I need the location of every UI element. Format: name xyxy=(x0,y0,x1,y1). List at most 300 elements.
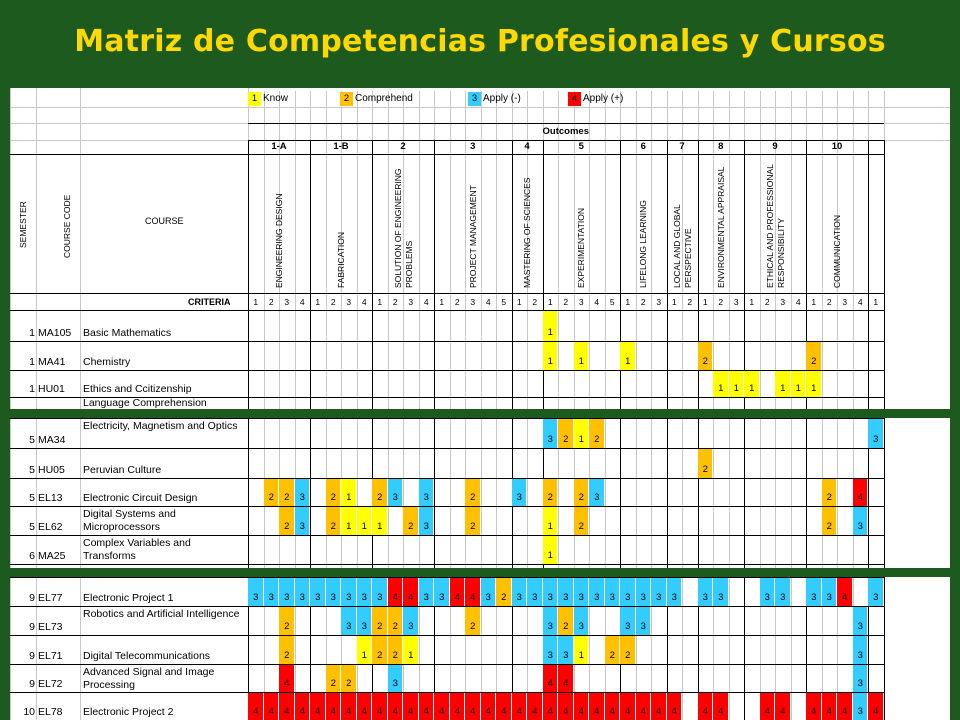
cell-value: 4 xyxy=(594,706,600,717)
cell-value: 2 xyxy=(330,678,336,689)
cell-value: 1 xyxy=(361,521,367,532)
cell-value: 4 xyxy=(842,706,848,717)
group-border xyxy=(806,140,807,720)
cell-value: 4 xyxy=(609,706,615,717)
semester-cell: 1 xyxy=(29,327,35,339)
cell-value: 3 xyxy=(330,592,336,603)
criteria-number: 1 xyxy=(377,297,383,307)
criteria-number: 3 xyxy=(408,297,414,307)
row-border xyxy=(10,564,884,565)
cell-value: 3 xyxy=(625,621,631,632)
grid-line-v xyxy=(760,91,761,720)
cell-value: 3 xyxy=(594,592,600,603)
group-title: SOLUTION OF ENGINEERING xyxy=(393,168,403,288)
cell-value: 3 xyxy=(284,592,290,603)
cell-value: 4 xyxy=(578,706,584,717)
semester-cell: 1 xyxy=(29,356,35,368)
course-name-cell: Electricity, Magnetism and Optics xyxy=(83,420,238,432)
group-title: PROBLEMS xyxy=(404,240,414,288)
course-name-cell: Chemistry xyxy=(83,356,131,368)
row-border xyxy=(10,577,884,578)
cell-value: 4 xyxy=(532,706,538,717)
criteria-number: 3 xyxy=(578,297,584,307)
cell-value: 4 xyxy=(826,706,832,717)
group-label-3: 3 xyxy=(470,141,476,152)
cell-value: 3 xyxy=(299,592,305,603)
outcomes-header: Outcomes xyxy=(542,126,589,137)
group-label-1-B: 1-B xyxy=(333,141,349,152)
cell-value: 3 xyxy=(346,621,352,632)
cell-value: 3 xyxy=(625,592,631,603)
row-border xyxy=(10,664,884,665)
legend-number-4: 4 xyxy=(571,93,578,104)
grid-line-v xyxy=(481,91,482,720)
cell-value: 4 xyxy=(454,706,460,717)
row-border xyxy=(10,478,884,479)
cell-value: 3 xyxy=(563,650,569,661)
cell-value: 1 xyxy=(547,521,553,532)
cell-value: 3 xyxy=(609,592,615,603)
semester-header: SEMESTER xyxy=(18,201,28,248)
cell-value: 4 xyxy=(547,706,553,717)
grid-line-v xyxy=(589,91,590,720)
criteria-number: 2 xyxy=(563,297,569,307)
group-title: LOCAL AND GLOBAL xyxy=(672,204,682,288)
criteria-header: CRITERIA xyxy=(188,297,231,307)
group-border xyxy=(248,140,249,720)
legend-number-2: 2 xyxy=(343,93,350,104)
group-border xyxy=(512,140,513,720)
cell-value: 2 xyxy=(470,492,476,503)
course-code-cell: MA25 xyxy=(38,550,66,562)
cell-value: 2 xyxy=(377,492,383,503)
course-name-cell: Electronic Project 2 xyxy=(83,706,174,718)
cell-value: 3 xyxy=(547,434,553,445)
cell-value: 4 xyxy=(470,706,476,717)
cell-value: 3 xyxy=(485,592,491,603)
group-title: ETHICAL AND PROFESSIONAL xyxy=(765,164,775,288)
course-name-cell: Electronic Project 1 xyxy=(83,592,174,604)
grid-line-v xyxy=(713,91,714,720)
cell-value: 1 xyxy=(346,492,352,503)
cell-value: 4 xyxy=(454,592,460,603)
cell-value: 2 xyxy=(547,492,553,503)
cell-value: 3 xyxy=(578,592,584,603)
grid-line-v xyxy=(295,91,296,720)
criteria-number: 1 xyxy=(873,297,879,307)
criteria-number: 1 xyxy=(547,297,553,307)
cell-value: 3 xyxy=(811,592,817,603)
cell-value: 4 xyxy=(315,706,321,717)
cell-value: 1 xyxy=(780,383,786,394)
cell-value: 4 xyxy=(718,706,724,717)
semester-cell: 5 xyxy=(29,434,35,446)
cell-value: 1 xyxy=(361,650,367,661)
cell-value: 1 xyxy=(547,356,553,367)
cell-value: 2 xyxy=(811,356,817,367)
grid-line-v xyxy=(729,91,730,720)
cell-value: 3 xyxy=(516,492,522,503)
legend-label-1: Know xyxy=(263,93,289,104)
cell-value: 3 xyxy=(315,592,321,603)
cell-value: 4 xyxy=(392,592,398,603)
semester-cell: 10 xyxy=(23,706,35,718)
cell-value: 4 xyxy=(501,706,507,717)
group-border xyxy=(744,140,745,720)
cell-value: 3 xyxy=(547,650,553,661)
cell-value: 4 xyxy=(408,706,414,717)
cell-value: 3 xyxy=(873,434,879,445)
cell-value: 3 xyxy=(408,621,414,632)
grid-line-v xyxy=(264,91,265,720)
cell-value: 4 xyxy=(284,678,290,689)
cell-value: 4 xyxy=(268,706,274,717)
cell-value: 4 xyxy=(346,706,352,717)
cell-value: 3 xyxy=(547,592,553,603)
cell-value: 3 xyxy=(640,621,646,632)
criteria-number: 3 xyxy=(470,297,476,307)
cell-value: 4 xyxy=(470,592,476,603)
cell-value: 4 xyxy=(563,706,569,717)
criteria-number: 3 xyxy=(733,297,739,307)
criteria-number: 3 xyxy=(656,297,662,307)
cell-value: 4 xyxy=(764,706,770,717)
group-label-4: 4 xyxy=(524,141,530,152)
criteria-number: 1 xyxy=(749,297,755,307)
criteria-number: 3 xyxy=(346,297,352,307)
group-title: FABRICATION xyxy=(336,231,346,288)
cell-value: 2 xyxy=(578,492,584,503)
legend-label-4: Apply (+) xyxy=(583,93,624,104)
criteria-number: 1 xyxy=(315,297,321,307)
criteria-number: 5 xyxy=(501,297,507,307)
grid-line-v xyxy=(80,88,81,720)
criteria-number: 2 xyxy=(640,297,646,307)
semester-cell: 5 xyxy=(29,464,35,476)
criteria-number: 2 xyxy=(268,297,274,307)
grid-line-v xyxy=(450,91,451,720)
row-border xyxy=(10,341,884,342)
group-title: PERSPECTIVE xyxy=(683,228,693,288)
cell-value: 2 xyxy=(408,521,414,532)
grid-line-v xyxy=(605,91,606,720)
cell-value: 1 xyxy=(408,650,414,661)
course-code-cell: EL73 xyxy=(38,621,63,633)
grid-line-v xyxy=(791,91,792,720)
cell-value: 2 xyxy=(702,356,708,367)
grid-line-v xyxy=(496,91,497,720)
header-border xyxy=(248,154,884,155)
cell-value: 4 xyxy=(377,706,383,717)
semester-cell: 9 xyxy=(29,650,35,662)
criteria-number: 4 xyxy=(485,297,491,307)
grid-line-v xyxy=(419,91,420,720)
cell-value: 3 xyxy=(671,592,677,603)
cell-value: 2 xyxy=(330,521,336,532)
course-code-cell: HU05 xyxy=(38,464,65,476)
cell-value: 4 xyxy=(811,706,817,717)
criteria-number: 2 xyxy=(392,297,398,307)
legend-label-2: Comprehend xyxy=(355,93,413,104)
course-code-cell: MA41 xyxy=(38,356,66,368)
cell-value: 2 xyxy=(346,678,352,689)
cell-value: 4 xyxy=(671,706,677,717)
cell-value: 3 xyxy=(826,592,832,603)
cell-value: 4 xyxy=(485,706,491,717)
course-code-cell: EL77 xyxy=(38,592,63,604)
group-title: EXPERIMENTATION xyxy=(576,208,587,288)
cell-value: 1 xyxy=(547,550,553,561)
cell-value: 3 xyxy=(423,492,429,503)
competency-matrix xyxy=(10,88,950,720)
criteria-number: 2 xyxy=(687,297,693,307)
course-code-cell: MA34 xyxy=(38,434,66,446)
cell-value: 3 xyxy=(702,592,708,603)
semester-cell: 5 xyxy=(29,492,35,504)
cell-value: 2 xyxy=(284,650,290,661)
grid-line-v xyxy=(682,91,683,720)
cell-value: 3 xyxy=(718,592,724,603)
group-title: ENGINEERING DESIGN xyxy=(274,193,284,288)
cell-value: 4 xyxy=(439,706,445,717)
criteria-number: 1 xyxy=(811,297,817,307)
criteria-number: 4 xyxy=(423,297,429,307)
cell-value: 4 xyxy=(361,706,367,717)
cell-value: 3 xyxy=(392,678,398,689)
cell-value: 3 xyxy=(857,521,863,532)
cell-value: 4 xyxy=(702,706,708,717)
cell-value: 3 xyxy=(764,592,770,603)
cell-value: 3 xyxy=(873,592,879,603)
header-border xyxy=(10,154,248,155)
criteria-number: 3 xyxy=(842,297,848,307)
cell-value: 1 xyxy=(578,650,584,661)
cell-value: 1 xyxy=(377,521,383,532)
cell-value: 2 xyxy=(826,521,832,532)
criteria-number: 2 xyxy=(826,297,832,307)
course-header: COURSE xyxy=(145,216,184,226)
cell-value: 2 xyxy=(377,621,383,632)
criteria-number: 2 xyxy=(718,297,724,307)
cell-value: 3 xyxy=(361,592,367,603)
cell-value: 3 xyxy=(780,592,786,603)
cell-value: 3 xyxy=(253,592,259,603)
cell-value: 3 xyxy=(594,492,600,503)
section-separator xyxy=(10,568,950,577)
course-name-cell: Peruvian Culture xyxy=(83,464,162,476)
cell-value: 3 xyxy=(563,592,569,603)
cell-value: 4 xyxy=(625,706,631,717)
cell-value: 2 xyxy=(284,492,290,503)
course-name-cell: Digital Telecommunications xyxy=(83,650,211,662)
row-border xyxy=(10,506,884,507)
cell-value: 4 xyxy=(330,706,336,717)
course-name-cell: Advanced Signal and Image Processing xyxy=(83,666,215,691)
criteria-number: 2 xyxy=(532,297,538,307)
criteria-number: 2 xyxy=(330,297,336,307)
cell-value: 2 xyxy=(594,434,600,445)
cell-value: 2 xyxy=(268,492,274,503)
grid-line-v xyxy=(837,91,838,720)
cell-value: 4 xyxy=(423,706,429,717)
course-name-cell: Ethics and Ccitizenship xyxy=(83,383,192,395)
cell-value: 3 xyxy=(516,592,522,603)
criteria-number: 4 xyxy=(594,297,600,307)
cell-value: 3 xyxy=(857,650,863,661)
cell-value: 4 xyxy=(563,678,569,689)
course-code-cell: EL13 xyxy=(38,492,63,504)
group-label-8: 8 xyxy=(718,141,724,152)
cell-value: 2 xyxy=(826,492,832,503)
cell-value: 3 xyxy=(857,706,863,717)
criteria-number: 5 xyxy=(609,297,615,307)
cell-value: 1 xyxy=(625,356,631,367)
criteria-number: 1 xyxy=(702,297,708,307)
cell-value: 3 xyxy=(392,492,398,503)
grid-line-v xyxy=(36,88,37,720)
cell-value: 4 xyxy=(299,706,305,717)
cell-value: 4 xyxy=(842,592,848,603)
criteria-number: 1 xyxy=(253,297,259,307)
criteria-number: 1 xyxy=(516,297,522,307)
cell-value: 3 xyxy=(346,592,352,603)
cell-value: 1 xyxy=(749,383,755,394)
cell-value: 3 xyxy=(532,592,538,603)
cell-value: 4 xyxy=(392,706,398,717)
cell-value: 4 xyxy=(873,706,879,717)
group-border xyxy=(667,140,668,720)
criteria-number: 4 xyxy=(299,297,305,307)
semester-cell: 9 xyxy=(29,592,35,604)
cell-value: 3 xyxy=(547,621,553,632)
header-border xyxy=(10,293,884,294)
cell-value: 1 xyxy=(547,327,553,338)
group-label-9: 9 xyxy=(772,141,778,152)
semester-cell: 1 xyxy=(29,383,35,395)
group-label-10: 10 xyxy=(831,141,843,152)
row-border xyxy=(10,448,884,449)
cell-value: 2 xyxy=(625,650,631,661)
cell-value: 3 xyxy=(656,592,662,603)
cell-value: 4 xyxy=(408,592,414,603)
semester-cell: 9 xyxy=(29,621,35,633)
cell-value: 3 xyxy=(268,592,274,603)
legend-number-1: 1 xyxy=(251,93,258,104)
criteria-number: 3 xyxy=(284,297,290,307)
grid-line-h xyxy=(10,107,950,108)
cell-value: 2 xyxy=(470,621,476,632)
cell-value: 2 xyxy=(702,464,708,475)
cell-value: 2 xyxy=(563,621,569,632)
criteria-number: 4 xyxy=(795,297,801,307)
cell-value: 3 xyxy=(299,492,305,503)
cell-value: 2 xyxy=(563,434,569,445)
group-border xyxy=(698,140,699,720)
course-name-cell: Basic Mathematics xyxy=(83,327,172,339)
cell-value: 4 xyxy=(253,706,259,717)
cell-value: 2 xyxy=(284,521,290,532)
cell-value: 1 xyxy=(795,383,801,394)
cell-value: 4 xyxy=(656,706,662,717)
semester-cell: 9 xyxy=(29,678,35,690)
cell-value: 2 xyxy=(392,621,398,632)
course-code-cell: HU01 xyxy=(38,383,65,395)
course-code-cell: EL71 xyxy=(38,650,63,662)
cell-value: 1 xyxy=(733,383,739,394)
cell-value: 4 xyxy=(780,706,786,717)
cell-value: 3 xyxy=(377,592,383,603)
course-code-header: COURSE CODE xyxy=(62,194,72,258)
cell-value: 1 xyxy=(578,356,584,367)
header-border xyxy=(10,310,884,311)
criteria-number: 4 xyxy=(361,297,367,307)
group-border xyxy=(884,140,885,720)
cell-value: 3 xyxy=(439,592,445,603)
criteria-number: 2 xyxy=(764,297,770,307)
criteria-number: 4 xyxy=(857,297,863,307)
cell-value: 3 xyxy=(361,621,367,632)
cell-value: 1 xyxy=(346,521,352,532)
row-border xyxy=(10,606,884,607)
slide-title: Matriz de Competencias Profesionales y Cursos xyxy=(74,24,886,59)
row-border xyxy=(10,535,884,536)
criteria-number: 3 xyxy=(780,297,786,307)
group-title: RESPONSIBILITY xyxy=(776,218,786,288)
cell-value: 3 xyxy=(423,592,429,603)
legend-number-3: 3 xyxy=(471,93,478,104)
course-name-cell: Language Comprehension xyxy=(83,397,207,409)
group-label-6: 6 xyxy=(640,141,646,152)
course-code-cell: EL78 xyxy=(38,706,63,718)
cell-value: 4 xyxy=(857,492,863,503)
cell-value: 2 xyxy=(392,650,398,661)
criteria-number: 2 xyxy=(454,297,460,307)
group-border xyxy=(434,140,435,720)
cell-value: 2 xyxy=(470,521,476,532)
group-title: PROJECT MANAGEMENT xyxy=(467,185,478,288)
group-title: MASTERING OF SCIENCES xyxy=(522,177,532,288)
cell-value: 3 xyxy=(423,521,429,532)
cell-value: 4 xyxy=(516,706,522,717)
grid-line-v xyxy=(775,91,776,720)
grid-line-v xyxy=(822,91,823,720)
row-border xyxy=(10,418,884,419)
criteria-number: 1 xyxy=(439,297,445,307)
row-border xyxy=(10,635,884,636)
cell-value: 2 xyxy=(501,592,507,603)
grid-line-v xyxy=(326,91,327,720)
group-title: COMMUNICATION xyxy=(832,214,842,288)
cell-value: 3 xyxy=(857,621,863,632)
course-code-cell: EL72 xyxy=(38,678,63,690)
course-name-cell: Digital Systems and Microprocessors xyxy=(83,508,176,533)
cell-value: 2 xyxy=(578,521,584,532)
section-separator xyxy=(10,409,950,418)
course-code-cell: EL62 xyxy=(38,521,63,533)
cell-value: 3 xyxy=(299,521,305,532)
cell-value: 4 xyxy=(640,706,646,717)
group-label-5: 5 xyxy=(578,141,584,152)
group-label-7: 7 xyxy=(679,141,685,152)
legend-label-3: Apply (-) xyxy=(483,93,521,104)
group-label-1-A: 1-A xyxy=(271,141,287,152)
criteria-number: 1 xyxy=(671,297,677,307)
cell-value: 2 xyxy=(609,650,615,661)
course-code-cell: MA105 xyxy=(38,327,72,339)
group-title: ENVIRONMENTAL APPRAISAL xyxy=(715,166,726,288)
cell-value: 1 xyxy=(578,434,584,445)
course-name-cell: Electronic Circuit Design xyxy=(83,492,198,504)
